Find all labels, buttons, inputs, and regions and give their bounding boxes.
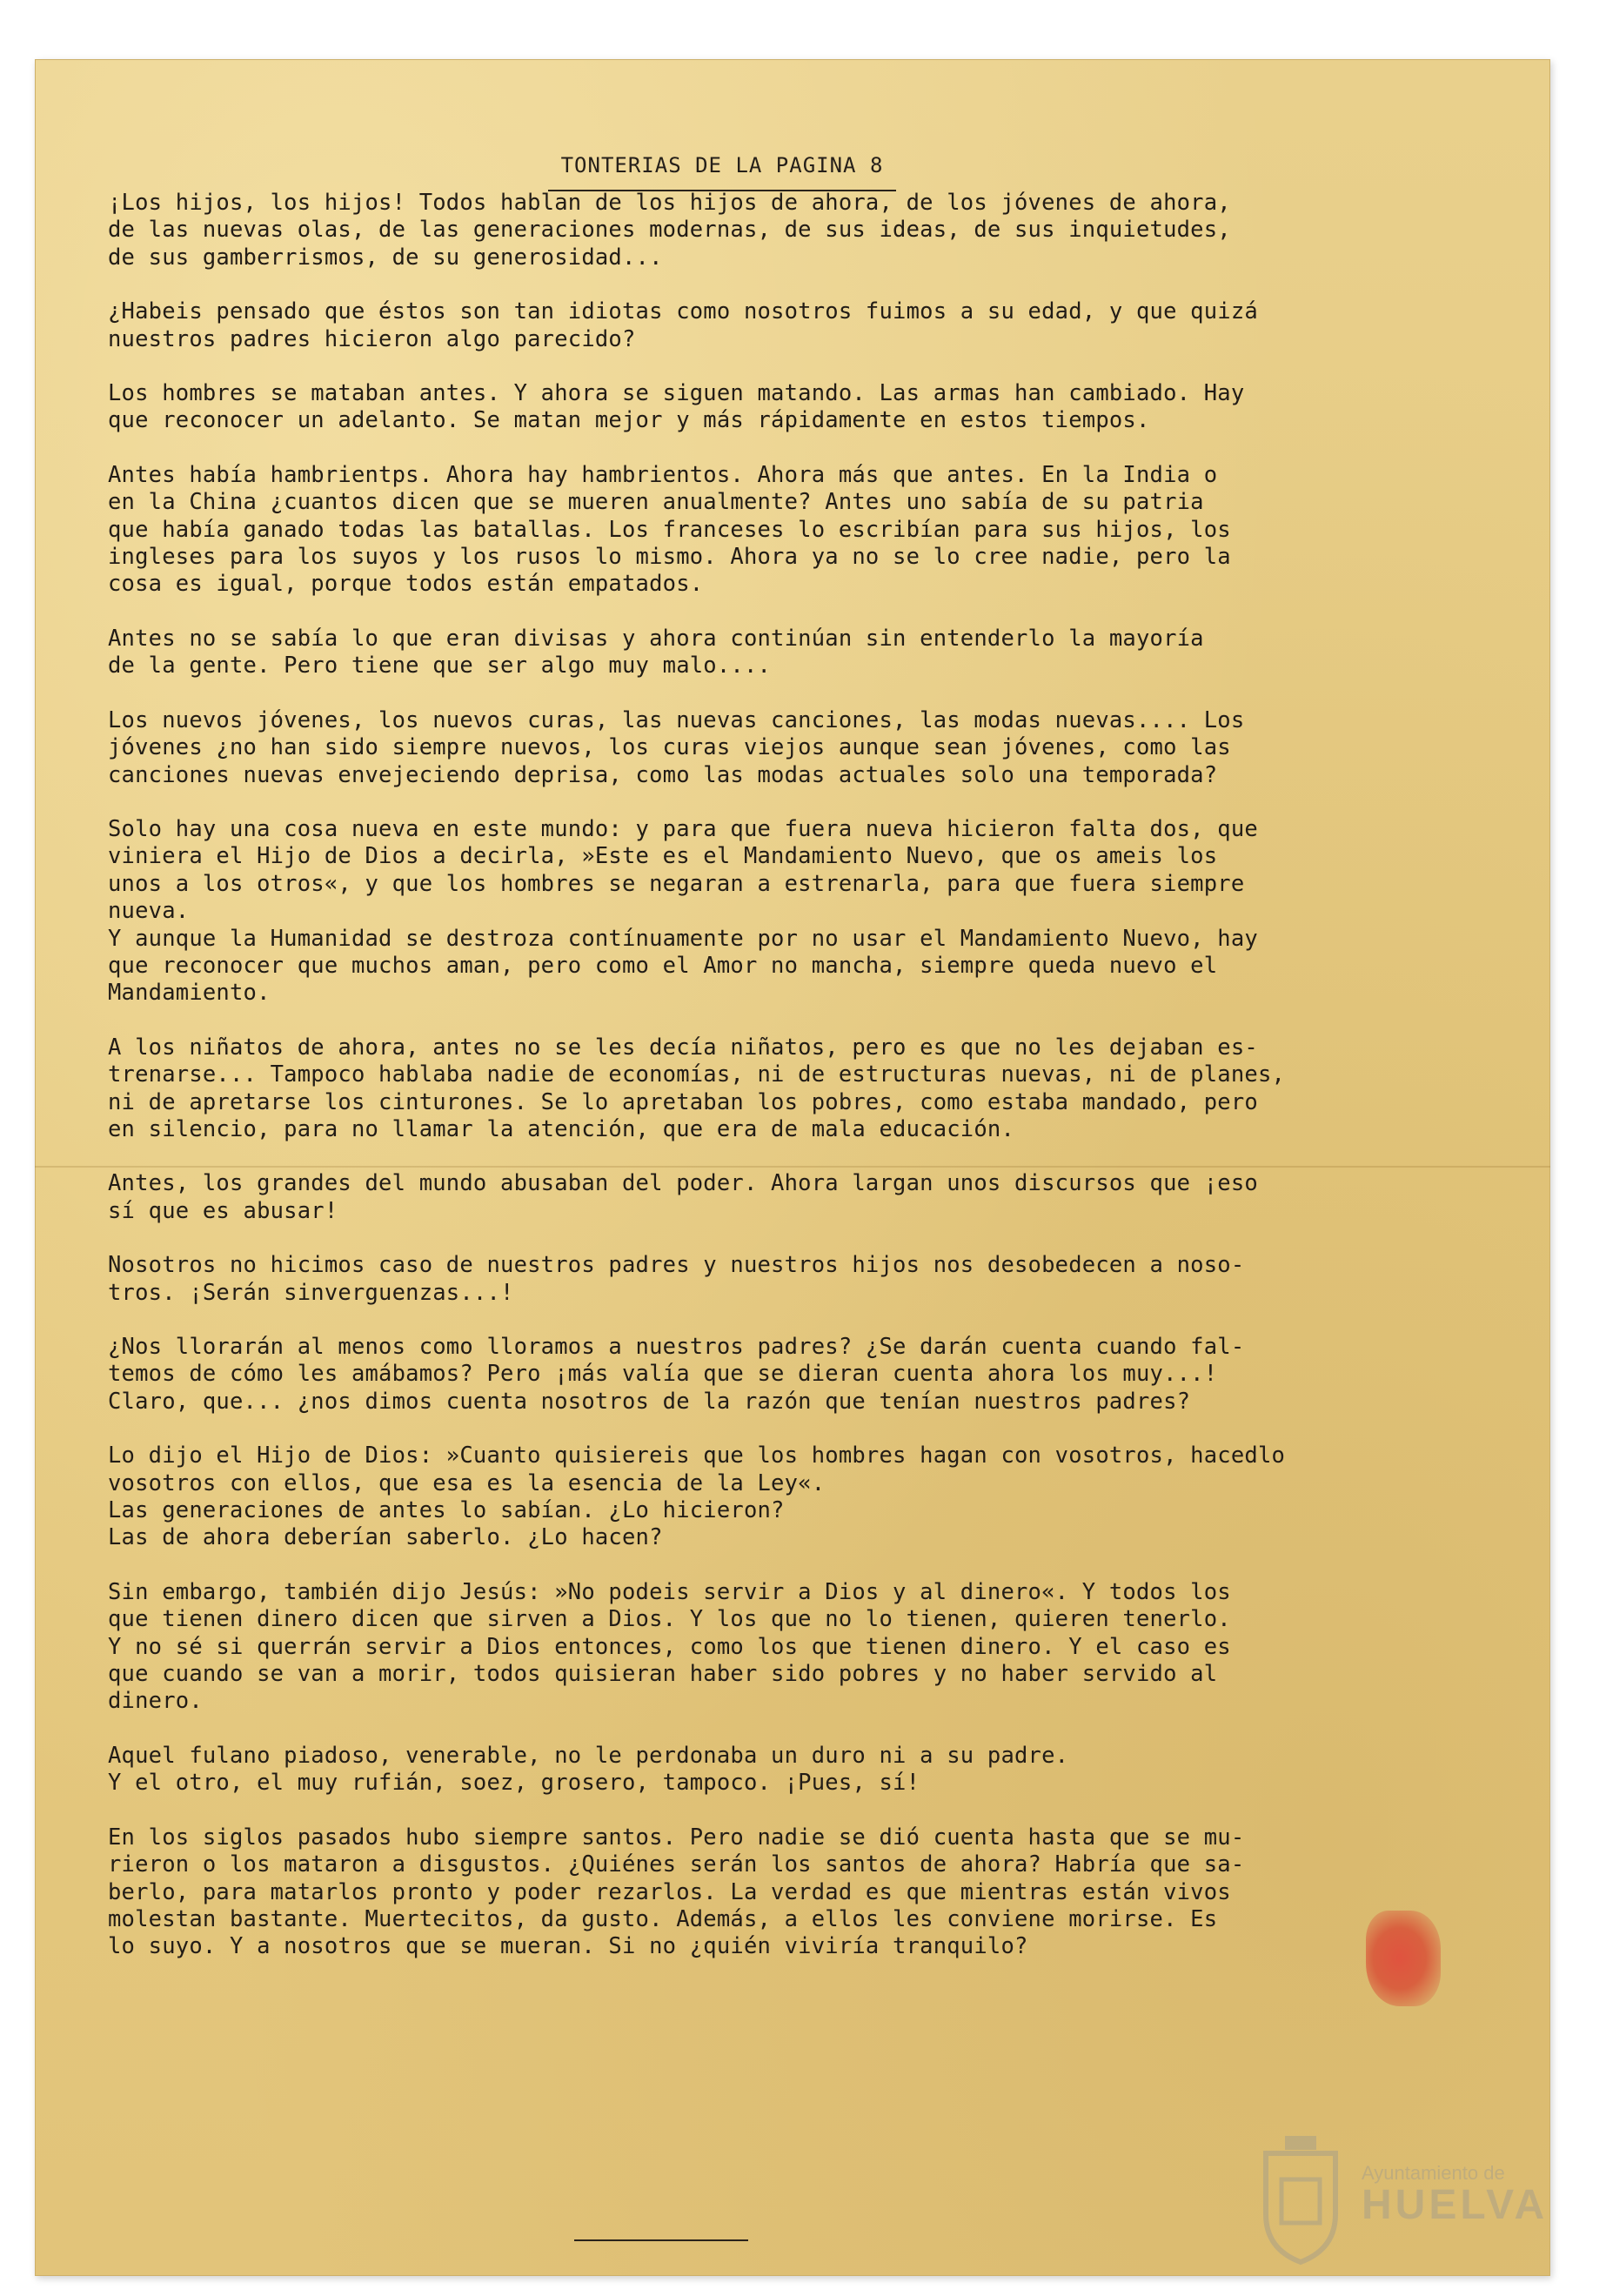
- paragraph: A los niñatos de ahora, antes no se les decía niñatos, pero es que no les dejaban es- trenarse... Tampoco hablaba nadie de economías, ni de estructuras nuevas, ni de planes, ni de apretarse los cinturones. Se lo apretaban los pobres, como estaba mandado, pero en silencio, para no llamar la atención, que era de mala educación.: [108, 1034, 1286, 1142]
- article-body: [108, 190, 1500, 1988]
- page-title: TONTERIAS DE LA PAGINA 8: [560, 153, 884, 177]
- paragraph: Antes había hambrientps. Ahora hay hambrientos. Ahora más que antes. En la India o en la China ¿cuantos dicen que se mueren anualmente? Antes uno sabía de su patria que había ganado todas las batallas. Los franceses lo escribían para sus hijos, los ingleses para los suyos y los rusos lo mismo. Ahora ya no se lo cree nadie, pero la cosa es igual, porque todos están empatados.: [108, 461, 1231, 598]
- watermark-line2: HUELVA: [1362, 2182, 1549, 2228]
- shield-icon: [1248, 2136, 1353, 2266]
- paragraph: Antes no se sabía lo que eran divisas y ahora continúan sin entenderlo la mayoría de la gente. Pero tiene que ser algo muy malo....: [108, 625, 1204, 679]
- paragraph: Nosotros no hicimos caso de nuestros padres y nuestros hijos nos desobedecen a noso- tros. ¡Serán sinverguenzas...!: [108, 1252, 1245, 1306]
- archive-watermark: [1248, 2136, 1549, 2266]
- paper-sheet: [35, 59, 1550, 2276]
- paragraph: ¿Nos llorarán al menos como lloramos a nuestros padres? ¿Se darán cuenta cuando fal- temos de cómo les amábamos? Pero ¡más valía que se dieran cuenta ahora los muy...! Claro, que... ¿nos dimos cuenta nosotros de la razón que tenían nuestros padres?: [108, 1334, 1245, 1415]
- paragraph: Solo hay una cosa nueva en este mundo: y para que fuera nueva hicieron falta dos, que viniera el Hijo de Dios a decirla, »Este es el Mandamiento Nuevo, que os ameis los unos a los otros«, y que los hombres se negaran a estrenarla, para que fuera siempre nueva.: [108, 815, 1258, 925]
- paragraph: Antes, los grandes del mundo abusaban del poder. Ahora largan unos discursos que ¡eso sí que es abusar!: [108, 1170, 1258, 1224]
- paragraph: Los hombres se mataban antes. Y ahora se siguen matando. Las armas han cambiado. Hay que reconocer un adelanto. Se matan mejor y más rápidamente en estos tiempos.: [108, 380, 1245, 434]
- paragraph: Lo dijo el Hijo de Dios: »Cuanto quisiereis que los hombres hagan con vosotros, hacedlo vosotros con ellos, que esa es la esencia de la Ley«. Las generaciones de antes lo sabían. ¿Lo hicieron? Las de ahora deberían saberlo. ¿Lo hacen?: [108, 1443, 1286, 1551]
- paragraph: En los siglos pasados hubo siempre santos. Pero nadie se dió cuenta hasta que se mu- rieron o los mataron a disgustos. ¿Quiénes serán los santos de ahora? Habría que sa- berlo, para matarlos pronto y poder rezarlos. La verdad es que mientras están vivos molestan bastante. Muertecitos, da gusto. Además, a ellos les conviene morirse. Es lo suyo. Y a nosotros que se mueran. Si no ¿quién viviría tranquilo?: [108, 1824, 1245, 1960]
- paragraph: Los nuevos jóvenes, los nuevos curas, las nuevas canciones, las modas nuevas.... Los jóvenes ¿no han sido siempre nuevos, los curas viejos aunque sean jóvenes, como las canciones nuevas envejeciendo deprisa, como las modas actuales solo una temporada?: [108, 706, 1245, 788]
- header: [505, 153, 940, 191]
- paragraph: ¿Habeis pensado que éstos son tan idiotas como nosotros fuimos a su edad, y que quizá nuestros padres hicieron algo parecido?: [108, 298, 1258, 352]
- paragraph: Sin embargo, también dijo Jesús: »No podeis servir a Dios y al dinero«. Y todos los que tienen dinero dicen que sirven a Dios. Y los que no lo tienen, quieren tenerlo. Y no sé si querrán servir a Dios entonces, como los que tienen dinero. Y el caso es que cuando se van a morir, todos quisieran haber sido pobres y no haber servido al dinero.: [108, 1578, 1231, 1715]
- red-stain: [1366, 1911, 1441, 2006]
- paragraph: Y aunque la Humanidad se destroza contínuamente por no usar el Mandamiento Nuevo, hay que reconocer que muchos aman, pero como el Amor no mancha, siempre queda nuevo el Mandamiento.: [108, 925, 1258, 1007]
- paragraph: ¡Los hijos, los hijos! Todos hablan de los hijos de ahora, de los jóvenes de ahora, de las nuevas olas, de las generaciones modernas, de sus ideas, de sus inquietudes, de sus gamberrismos, de su generosidad...: [108, 190, 1231, 271]
- watermark-line1: Ayuntamiento de: [1362, 2162, 1505, 2184]
- paragraph: Aquel fulano piadoso, venerable, no le perdonaba un duro ni a su padre. Y el otro, el muy rufián, soez, grosero, tampoco. ¡Pues, sí!: [108, 1742, 1069, 1797]
- closing-rule: [574, 2239, 748, 2241]
